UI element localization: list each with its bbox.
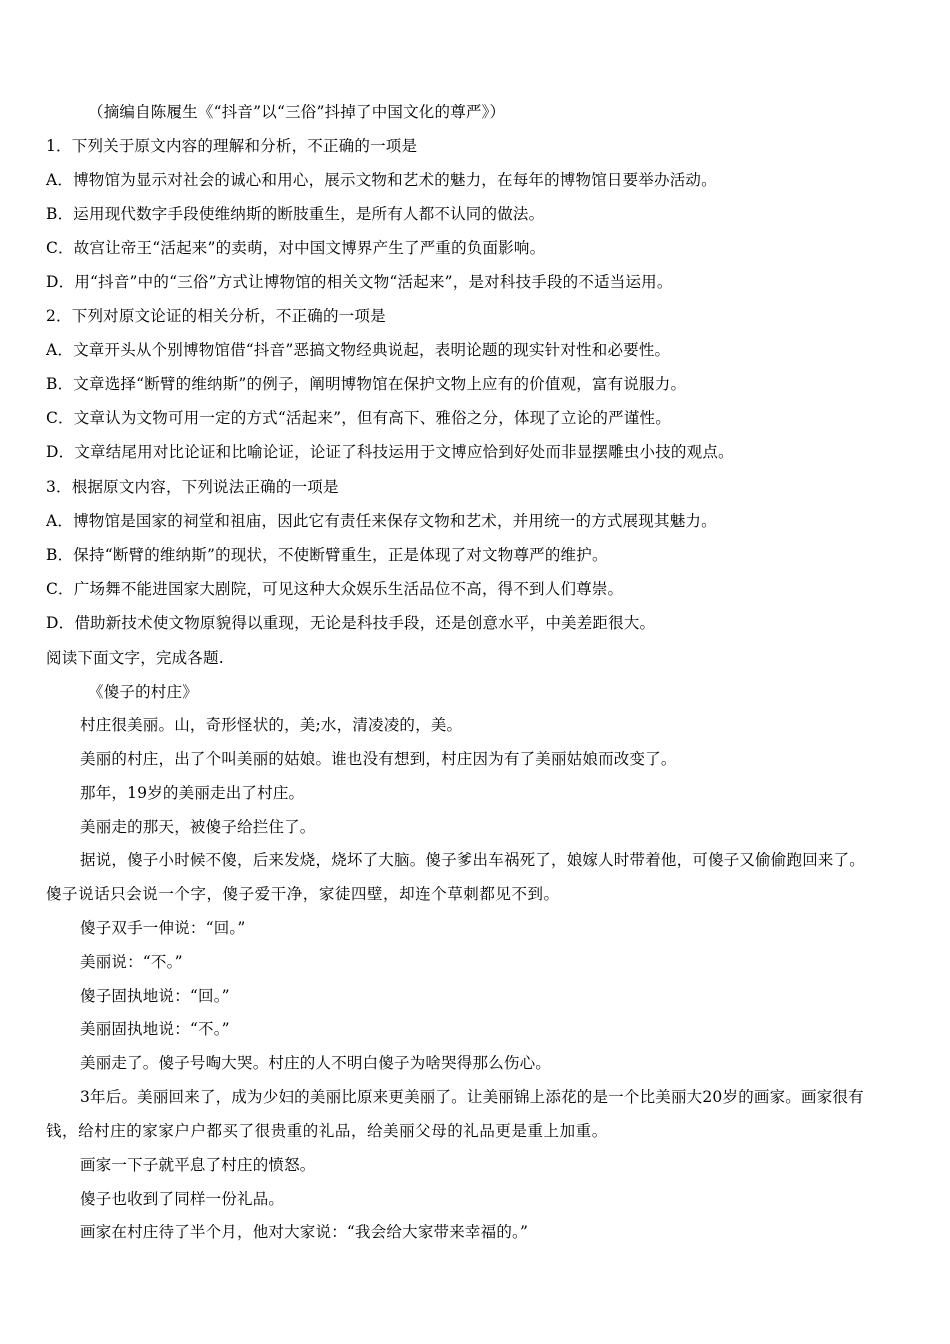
- question-3-stem: 3．根据原文内容，下列说法正确的一项是: [46, 478, 339, 496]
- story-paragraph: 傻子也收到了同样一份礼品。: [80, 1190, 285, 1208]
- question-1-option-d: D．用“抖音”中的“三俗”方式让博物馆的相关文物“活起来”，是对科技手段的不适当运用。: [46, 273, 673, 291]
- story-paragraph: 美丽的村庄，出了个叫美丽的姑娘。谁也没有想到，村庄因为有了美丽姑娘而改变了。: [80, 750, 677, 768]
- story-paragraph: 据说，傻子小时候不傻，后来发烧，烧坏了大脑。傻子爹出车祸死了，娘嫁人时带着他，可傻子又偷偷跑回来了。: [80, 851, 866, 869]
- question-2-option-c: C．文章认为文物可用一定的方式“活起来”，但有高下、雅俗之分，体现了立论的严谨性。: [46, 409, 671, 427]
- question-3-option-d: D．借助新技术使文物原貌得以重现，无论是科技手段，还是创意水平，中美差距很大。: [46, 614, 656, 632]
- question-3-option-b: B．保持“断臂的维纳斯”的现状，不使断臂重生，正是体现了对文物尊严的维护。: [46, 546, 608, 564]
- question-2-option-d: D．文章结尾用对比论证和比喻论证，论证了科技运用于文博应恰到好处而非显摆雕虫小技的观点。: [46, 443, 734, 461]
- story-paragraph-continuation: 钱，给村庄的家家户户都买了很贵重的礼品，给美丽父母的礼品更是重上加重。: [46, 1122, 608, 1140]
- question-3-option-a: A．博物馆是国家的祠堂和祖庙，因此它有责任来保存文物和艺术，并用统一的方式展现其魅力。: [46, 512, 717, 530]
- story-paragraph: 美丽走的那天，被傻子给拦住了。: [80, 818, 316, 836]
- question-1-option-a: A．博物馆为显示对社会的诚心和用心，展示文物和艺术的魅力，在每年的博物馆日要举办活动。: [46, 171, 717, 189]
- story-paragraph: 画家一下子就平息了村庄的愤怒。: [80, 1156, 316, 1174]
- story-paragraph: 傻子固执地说：“回。”: [80, 987, 230, 1005]
- source-note: （摘编自陈履生《“抖音”以“三俗”抖掉了中国文化的尊严》）: [88, 103, 506, 121]
- question-2-option-b: B．文章选择“断臂的维纳斯”的例子，阐明博物馆在保护文物上应有的价值观，富有说服力。: [46, 375, 687, 393]
- story-paragraph: 村庄很美丽。山，奇形怪状的，美;水，清凌凌的，美。: [80, 716, 463, 734]
- question-3-option-c: C．广场舞不能进国家大剧院，可见这种大众娱乐生活品位不高，得不到人们尊崇。: [46, 580, 624, 598]
- story-paragraph: 美丽说：“不。”: [80, 953, 183, 971]
- question-2-option-a: A．文章开头从个别博物馆借“抖音”恶搞文物经典说起，表明论题的现实针对性和必要性。: [46, 341, 671, 359]
- story-paragraph: 3年后。美丽回来了，成为少妇的美丽比原来更美丽了。让美丽锦上添花的是一个比美丽大20岁的画家。画家很有: [80, 1088, 864, 1106]
- story-paragraph-continuation: 傻子说话只会说一个字，傻子爱干净，家徒四壁，却连个草刺都见不到。: [46, 885, 560, 903]
- story-paragraph: 那年，19岁的美丽走出了村庄。: [80, 784, 305, 802]
- question-1-option-c: C．故宫让帝王“活起来”的卖萌，对中国文博界产生了严重的负面影响。: [46, 239, 546, 257]
- question-1-option-b: B．运用现代数字手段使维纳斯的断肢重生，是所有人都不认同的做法。: [46, 205, 545, 223]
- story-title: 《傻子的村庄》: [88, 683, 198, 701]
- question-2-stem: 2．下列对原文论证的相关分析，不正确的一项是: [46, 307, 386, 325]
- story-paragraph: 傻子双手一伸说：“回。”: [80, 919, 246, 937]
- story-paragraph: 美丽走了。傻子号啕大哭。村庄的人不明白傻子为啥哭得那么伤心。: [80, 1054, 552, 1072]
- story-paragraph: 画家在村庄待了半个月，他对大家说：“我会给大家带来幸福的。”: [80, 1223, 529, 1241]
- reading-instruction: 阅读下面文字，完成各题.: [46, 649, 224, 667]
- question-1-stem: 1．下列关于原文内容的理解和分析，不正确的一项是: [46, 137, 418, 155]
- story-paragraph: 美丽固执地说：“不。”: [80, 1020, 230, 1038]
